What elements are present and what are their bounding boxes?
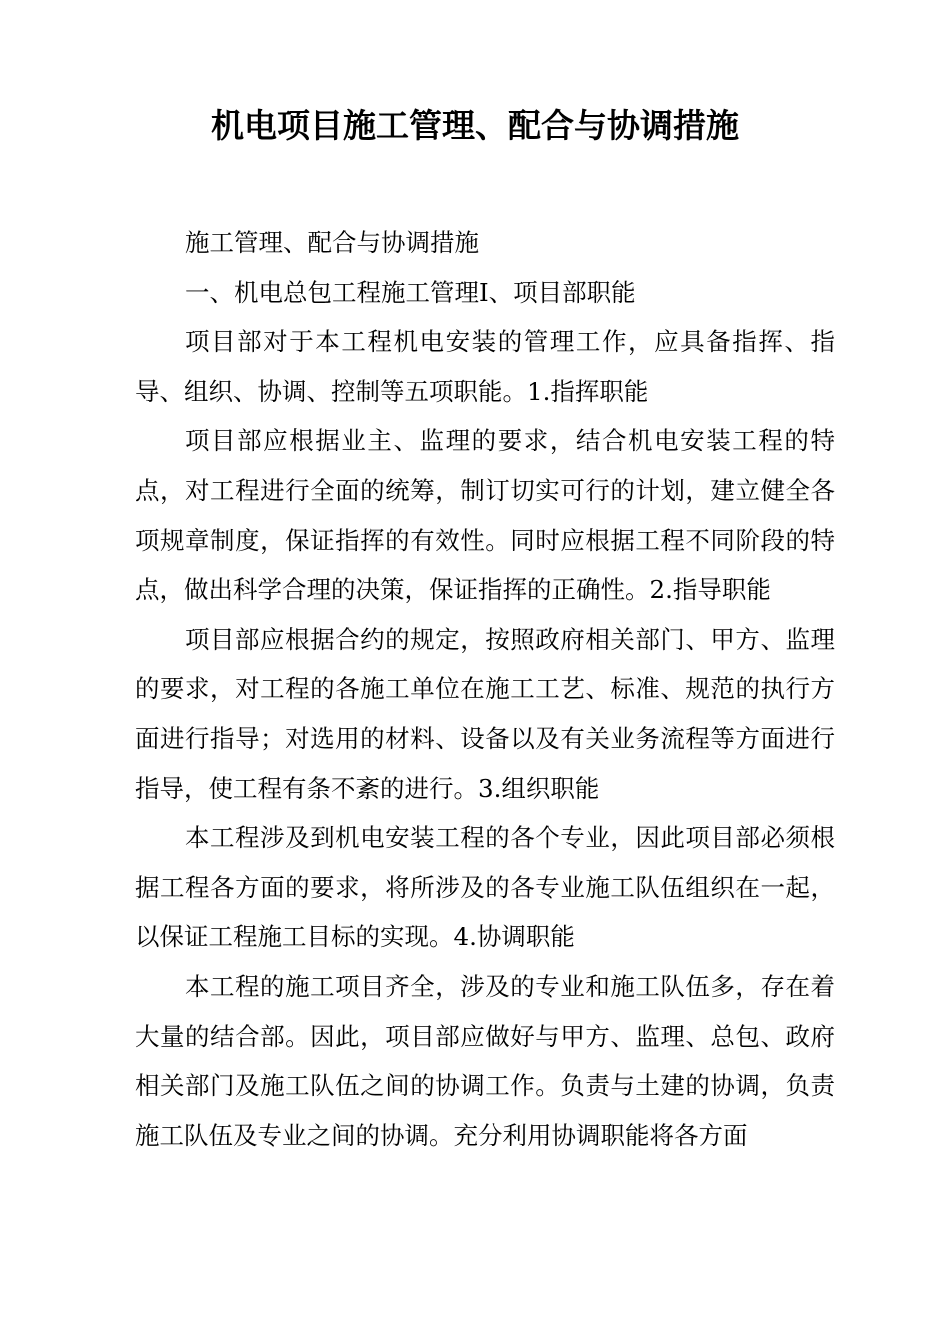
paragraph: 本工程的施工项目齐全，涉及的专业和施工队伍多，存在着大量的结合部。因此，项目部应做好与甲方、监理、总包、政府相关部门及施工队伍之间的协调工作。负责与土建的协调，负责施工队伍及专业之间的协调。充分利用协调职能将各方面 bbox=[135, 971, 835, 1150]
paragraph: 项目部应根据合约的规定，按照政府相关部门、甲方、监理的要求，对工程的各施工单位在施工工艺、标准、规范的执行方面进行指导；对选用的材料、设备以及有关业务流程等方面进行指导，使工程有条不紊的进行。3.组织职能 bbox=[135, 624, 835, 803]
document-body bbox=[135, 218, 835, 1160]
paragraph: 施工管理、配合与协调措施 bbox=[185, 228, 479, 257]
document-title: 机电项目施工管理、配合与协调措施 bbox=[211, 106, 739, 145]
paragraph: 项目部对于本工程机电安装的管理工作，应具备指挥、指导、组织、协调、控制等五项职能。1.指挥职能 bbox=[135, 327, 835, 406]
paragraph: 本工程涉及到机电安装工程的各个专业，因此项目部必须根据工程各方面的要求，将所涉及的各专业施工队伍组织在一起，以保证工程施工目标的实现。4.协调职能 bbox=[135, 823, 835, 952]
paragraph: 一、机电总包工程施工管理I、项目部职能 bbox=[185, 277, 636, 307]
paragraph: 项目部应根据业主、监理的要求，结合机电安装工程的特点，对工程进行全面的统筹，制订切实可行的计划，建立健全各项规章制度，保证指挥的有效性。同时应根据工程不同阶段的特点，做出科学合理的决策，保证指挥的正确性。2.指导职能 bbox=[135, 426, 835, 605]
